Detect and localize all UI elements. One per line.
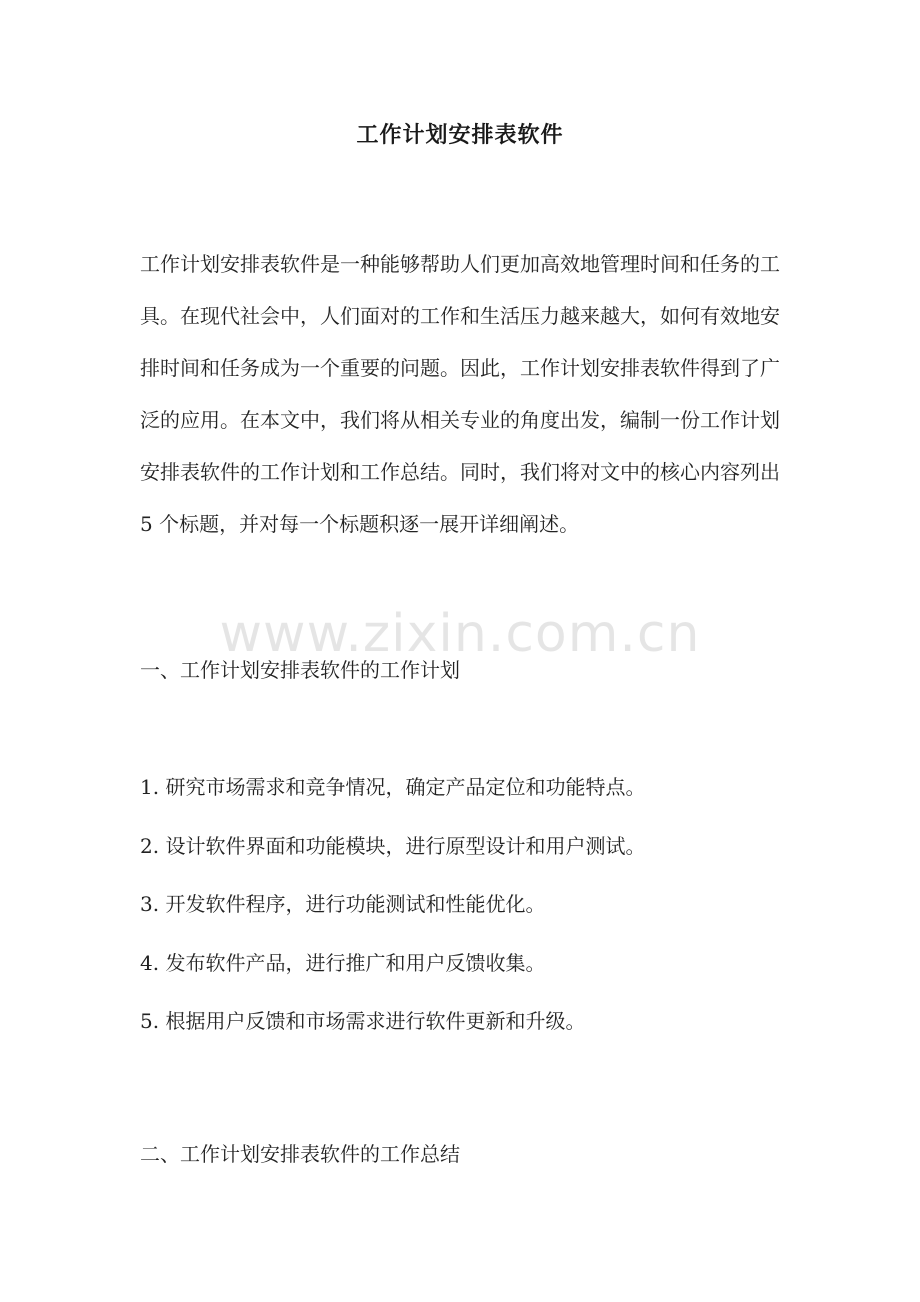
list-item: 1. 研究市场需求和竞争情况，确定产品定位和功能特点。	[140, 775, 646, 799]
document-title: 工作计划安排表软件	[356, 123, 564, 148]
list-item: 5. 根据用户反馈和市场需求进行软件更新和升级。	[140, 1009, 586, 1033]
section-heading-plan: 一、工作计划安排表软件的工作计划	[140, 658, 460, 682]
list-item: 3. 开发软件程序，进行功能测试和性能优化。	[140, 892, 546, 916]
list-item: 4. 发布软件产品，进行推广和用户反馈收集。	[140, 950, 546, 975]
watermark: www.zixin.com.cn	[219, 604, 701, 664]
list-item: 2. 设计软件界面和功能模块，进行原型设计和用户测试。	[140, 833, 646, 858]
intro-paragraph: 工作计划安排表软件是一种能够帮助人们更加高效地管理时间和任务的工具。在现代社会中，人们面对的工作和生活压力越来越大，如何有效地安排时间和任务成为一个重要的问题。因此，工作计划安排表软件得到了广泛的应用。在本文中，我们将从相关专业的角度出发，编制一份工作计划安排表软件的工作计划和工作总结。同时，我们将对文中的核心内容列出 5 个标题，并对每一个标题积逐一展开详细阐述。	[140, 252, 780, 536]
plan-list	[140, 772, 800, 1065]
section-heading-summary: 二、工作计划安排表软件的工作总结	[140, 1142, 460, 1166]
